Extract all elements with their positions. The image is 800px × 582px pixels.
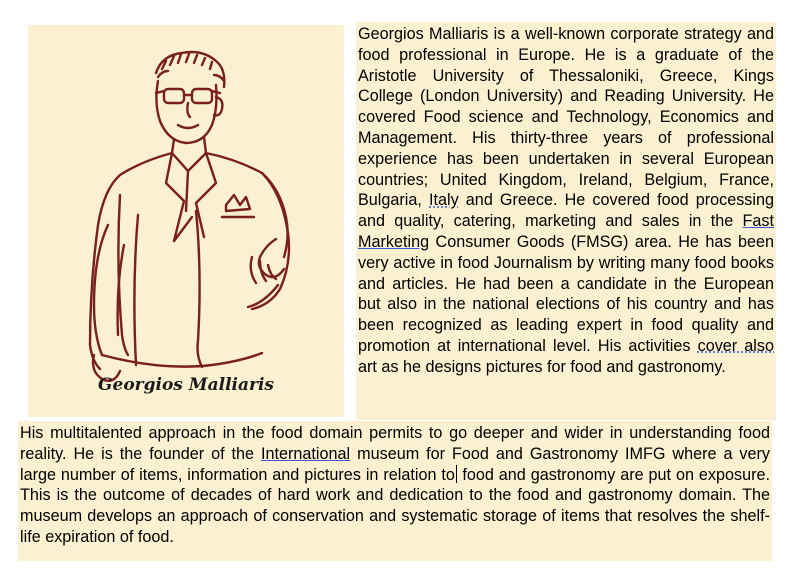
- museum-text-1: His multitalented approach in the food domain permits to go deeper and wider in understanding food reality. He is the founder of the: [20, 424, 770, 463]
- bio-text-1: Georgios Malliaris is a well-known corporate strategy and food professional in Europe. He is a graduate of the Aristotle University of Thessaloniki, Greece, Kings College (London University) and Reading University. He covered Food science and Technology, Economics and Management. His thirty-three years of professional experience has been undertaken in several European countries; United Kingdom, Ireland, Belgium, France, Bulgaria,: [358, 25, 774, 210]
- bio-text-3: Consumer Goods (FMSG) area. He has been very active in food Journalism by writing many food books and articles. He had been a candidate in the European but also in the national elections of his country and has been recognized as leading expert in food quality and promotion at international level. His activities: [358, 232, 774, 355]
- museum-international-word: International: [261, 444, 351, 463]
- bio-fast-marketing-phrase: Fast Marketing: [358, 212, 774, 251]
- portrait-caption: Georgios Malliaris: [97, 375, 274, 395]
- biography-paragraph: [356, 22, 776, 378]
- museum-paragraph: [18, 421, 772, 548]
- museum-text-box: [18, 421, 772, 561]
- biography-text-box: [356, 22, 776, 420]
- bio-text-2: and Greece. He covered food processing and quality, catering, marketing and sales in the: [358, 191, 774, 231]
- bio-text-4: art as he designs pictures for food and gastronomy.: [358, 357, 726, 376]
- portrait-drawing: [28, 25, 344, 417]
- bio-cover-also-phrase: cover also: [697, 336, 775, 355]
- portrait-panel: [28, 25, 344, 417]
- bio-italy-word: Italy: [429, 191, 459, 210]
- museum-text-3: food and gastronomy are put on exposure. This is the outcome of decades of hard work and dedication to the food and gastronomy domain. The museum develops an approach of conservation and systematic storage of items that resolves the shelf-life expiration of food.: [20, 465, 771, 546]
- museum-text-2: museum for Food and Gastronomy IMFG where a very large number of items, information and pictures in relation to: [20, 444, 770, 484]
